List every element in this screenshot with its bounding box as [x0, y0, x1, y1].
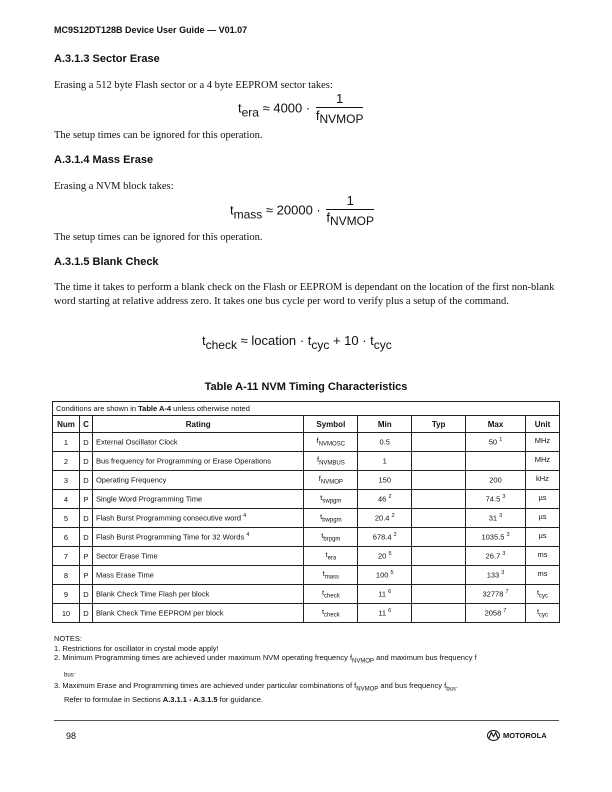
para-blank-check: The time it takes to perform a blank check on the Flash or EEPROM is dependant on the location of the first non-blank word starting at relative address zero. It takes one bus cycle per word to verify plus a setup of the command. [54, 282, 555, 307]
cell-typ [412, 509, 466, 528]
nvm-timing-table [52, 401, 560, 623]
fraction: $\frac{1}{f_{NVMOP}}$ [315, 91, 364, 126]
equation-sector-erase: $t_{era} \approx 4000$ · $\frac{1}{f_{NVMOP}}$ [238, 91, 364, 126]
cell-max: 26.7 $^3$ [466, 547, 526, 566]
cell-num: 2 [53, 452, 80, 471]
col-header-rating: Rating [92, 416, 303, 433]
cell-max: 31 $^3$ [466, 509, 526, 528]
cell-min: 46 $^2$ [358, 490, 412, 509]
table-row [53, 585, 560, 604]
para-mass-erase-setup: The setup times can be ignored for this operation. [54, 232, 263, 243]
cell-typ [412, 604, 466, 623]
table-row [53, 433, 560, 452]
cell-max: 50 $^1$ [466, 433, 526, 452]
cell-symbol: $f_{NVMBUS}$ [304, 452, 358, 471]
cell-num: 4 [53, 490, 80, 509]
cell-class: D [79, 509, 92, 528]
cell-num: 6 [53, 528, 80, 547]
cell-typ [412, 471, 466, 490]
cell-unit: µs [525, 509, 559, 528]
cell-class: D [79, 528, 92, 547]
cell-min: 1 [358, 452, 412, 471]
table-row [53, 528, 560, 547]
cell-num: 10 [53, 604, 80, 623]
cell-num: 7 [53, 547, 80, 566]
cell-num: 5 [53, 509, 80, 528]
cell-unit: $t_{cyc}$ [525, 604, 559, 623]
col-header-max: Max [466, 416, 526, 433]
cell-typ [412, 566, 466, 585]
cell-min: 0.5 [358, 433, 412, 452]
equation-blank-check: $t_{check}$ ≈ location · $t_{cyc} + 10 \cdot t_{cyc}$ [202, 333, 392, 352]
cell-rating: External Oscillator Clock [92, 433, 303, 452]
cell-min: 11 $^6$ [358, 604, 412, 623]
cell-typ [412, 528, 466, 547]
footer-rule [54, 720, 559, 721]
cell-rating: Mass Erase Time [92, 566, 303, 585]
cell-class: D [79, 452, 92, 471]
running-header: MC9S12DT128B Device User Guide — V01.07 [54, 25, 248, 35]
equation-mass-erase: $t_{mass} \approx 20000$ · $\frac{1}{f_{NVMOP}}$ [230, 193, 375, 228]
table-row [53, 566, 560, 585]
cell-num: 1 [53, 433, 80, 452]
cell-unit: ms [525, 547, 559, 566]
cell-class: D [79, 433, 92, 452]
cell-class: D [79, 604, 92, 623]
cell-symbol: $t_{swpgm}$ [304, 490, 358, 509]
cell-min: 678.4 $^2$ [358, 528, 412, 547]
cell-max: 1035.5 $^3$ [466, 528, 526, 547]
table-caption: Table A-11 NVM Timing Characteristics [204, 381, 408, 393]
cell-symbol: $t_{era}$ [304, 547, 358, 566]
cell-rating: Bus frequency for Programming or Erase Operations [92, 452, 303, 471]
table-notes [54, 634, 560, 705]
cell-rating: Single Word Programming Time [92, 490, 303, 509]
cell-max: 32778 $^7$ [466, 585, 526, 604]
table-row [53, 471, 560, 490]
cell-symbol: $t_{check}$ [304, 585, 358, 604]
motorola-logo [487, 730, 547, 741]
cell-max: 200 [466, 471, 526, 490]
cell-rating: Blank Check Time EEPROM per block [92, 604, 303, 623]
para-mass-erase: Erasing a NVM block takes: [54, 181, 174, 192]
cell-class: P [79, 566, 92, 585]
cell-class: P [79, 547, 92, 566]
table-row [53, 452, 560, 471]
cell-unit: ms [525, 566, 559, 585]
cell-rating: Sector Erase Time [92, 547, 303, 566]
cell-unit: kHz [525, 471, 559, 490]
notes-title: NOTES: [54, 634, 82, 643]
cell-num: 9 [53, 585, 80, 604]
cell-rating: Blank Check Time Flash per block [92, 585, 303, 604]
cell-num: 3 [53, 471, 80, 490]
cell-class: P [79, 490, 92, 509]
col-header-min: Min [358, 416, 412, 433]
para-sector-erase-setup: The setup times can be ignored for this operation. [54, 130, 263, 141]
fraction: $\frac{1}{f_{NVMOP}}$ [326, 193, 375, 228]
table-conditions: Conditions are shown in Table A-4 unless otherwise noted [53, 402, 560, 416]
cell-class: D [79, 471, 92, 490]
cell-min: 20 $^5$ [358, 547, 412, 566]
col-header-typ: Typ [412, 416, 466, 433]
page-number: 98 [66, 731, 77, 741]
cell-unit: MHz [525, 452, 559, 471]
cell-max: 2058 $^7$ [466, 604, 526, 623]
note-2: 2. Minimum Programming times are achieved under maximum NVM operating frequency $f_{NVMOP}$ and maximum bus frequency f $_{bus}$. [54, 653, 477, 679]
cell-unit: MHz [525, 433, 559, 452]
table-row [53, 509, 560, 528]
table-row [53, 490, 560, 509]
cell-rating: Flash Burst Programming consecutive word $^4$ [92, 509, 303, 528]
table-row [53, 547, 560, 566]
cell-symbol: $f_{NVMOP}$ [304, 471, 358, 490]
cell-min: 11 $^6$ [358, 585, 412, 604]
cell-rating: Flash Burst Programming Time for 32 Words $^4$ [92, 528, 303, 547]
note-1: 1. Restrictions for oscillator in crystal mode apply! [54, 643, 219, 653]
cell-rating: Operating Frequency [92, 471, 303, 490]
cell-max [466, 452, 526, 471]
cell-max: 133 $^3$ [466, 566, 526, 585]
cell-num: 8 [53, 566, 80, 585]
col-header-c: C [79, 416, 92, 433]
cell-typ [412, 585, 466, 604]
col-header-unit: Unit [525, 416, 559, 433]
cell-class: D [79, 585, 92, 604]
cell-typ [412, 547, 466, 566]
heading-blank-check: A.3.1.5 Blank Check [54, 256, 159, 268]
cell-typ [412, 433, 466, 452]
cell-symbol: $t_{brpgm}$ [304, 528, 358, 547]
cell-min: 20.4 $^2$ [358, 509, 412, 528]
para-sector-erase: Erasing a 512 byte Flash sector or a 4 byte EEPROM sector takes: [54, 80, 333, 91]
cell-unit: µs [525, 528, 559, 547]
cell-symbol: $t_{bwpgm}$ [304, 509, 358, 528]
brand-name: MOTOROLA [503, 731, 547, 740]
col-header-num: Num [53, 416, 80, 433]
cell-typ [412, 490, 466, 509]
cell-symbol: $t_{mass}$ [304, 566, 358, 585]
cell-symbol: $t_{check}$ [304, 604, 358, 623]
cell-unit: $t_{cyc}$ [525, 585, 559, 604]
cell-symbol: $f_{NVMOSC}$ [304, 433, 358, 452]
cell-unit: µs [525, 490, 559, 509]
table-header-row [53, 416, 560, 433]
cell-max: 74.5 $^3$ [466, 490, 526, 509]
heading-mass-erase: A.3.1.4 Mass Erase [54, 154, 154, 166]
col-header-symbol: Symbol [304, 416, 358, 433]
note-3: 3. Maximum Erase and Programming times are achieved under particular combinations of $f_{NVMOP}$ and bus frequency $f_{bus}$. Refer to formulae in Sections A.3.1.1 - A.3.1.5 for guidance. [54, 681, 458, 704]
cell-typ [412, 452, 466, 471]
cell-min: 100 $^5$ [358, 566, 412, 585]
cell-min: 150 [358, 471, 412, 490]
heading-sector-erase: A.3.1.3 Sector Erase [54, 53, 160, 65]
table-row [53, 604, 560, 623]
motorola-batwing-icon [487, 730, 500, 741]
